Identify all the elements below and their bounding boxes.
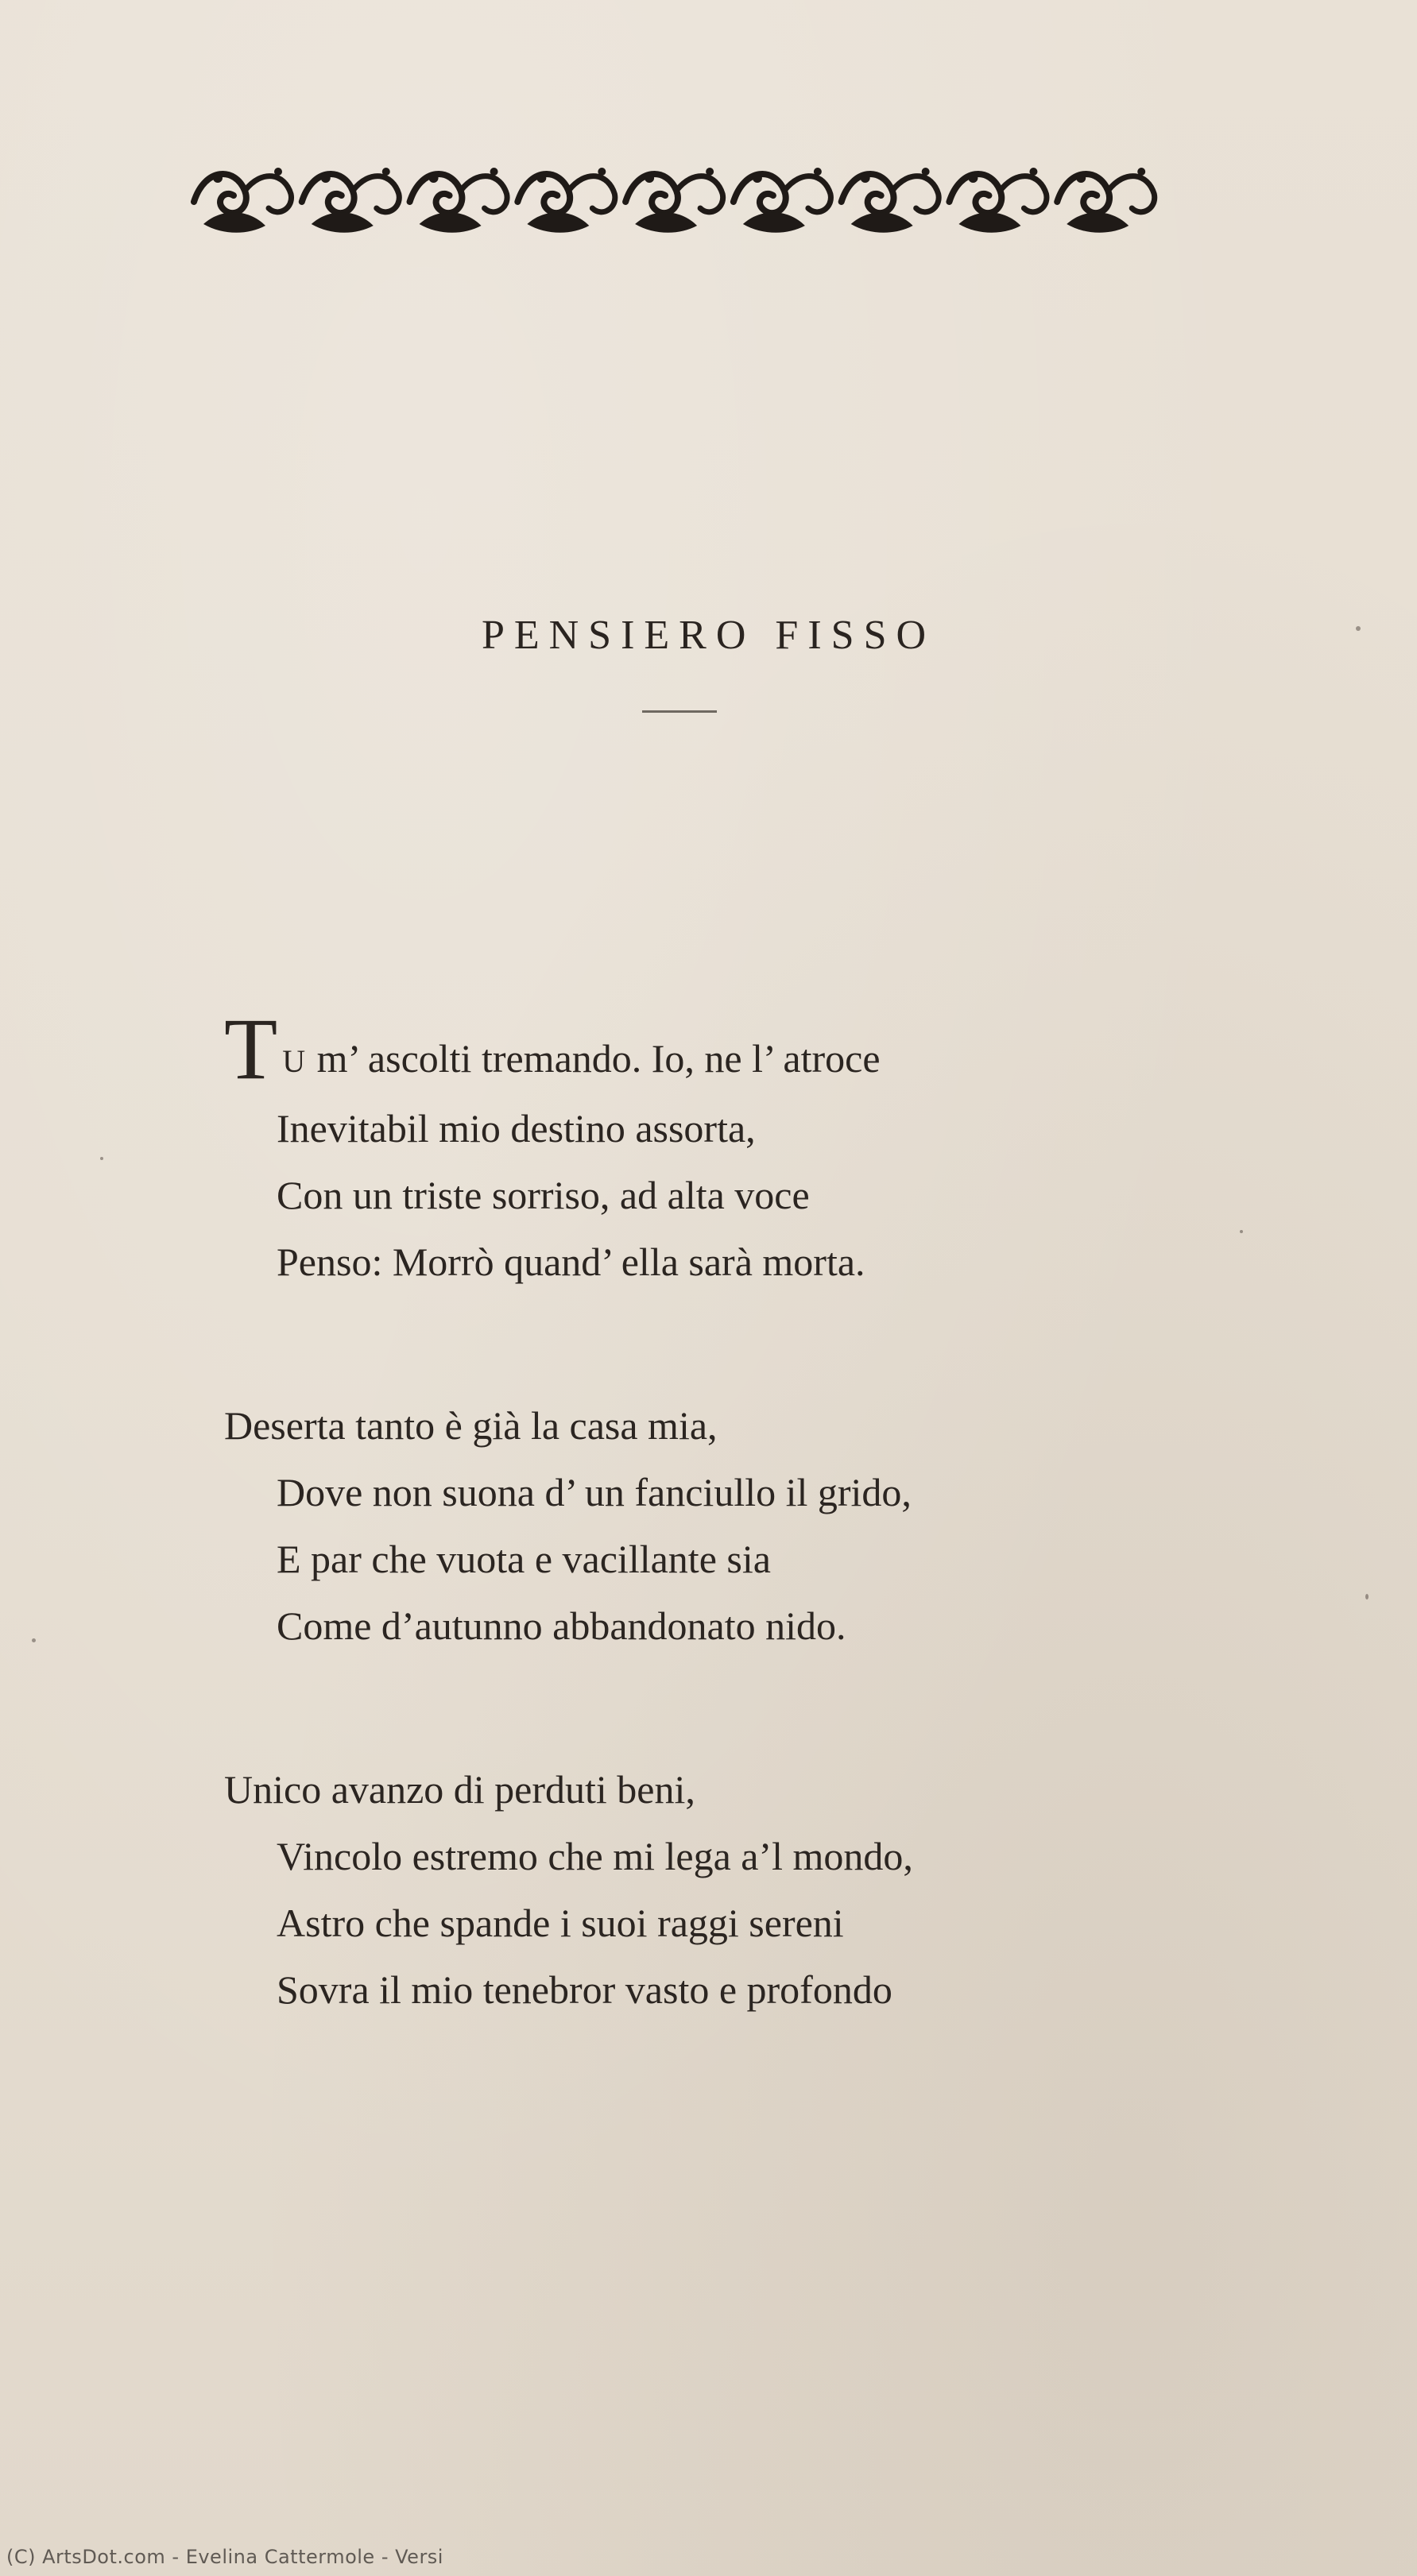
ornament-unit: [302, 168, 400, 233]
dropcap-letter: T: [224, 1000, 278, 1097]
ornament-unit: [949, 168, 1047, 233]
poem-line: Deserta tanto è già la casa mia,: [224, 1403, 718, 1448]
poem-line: Come d’autunno abbandonato nido.: [277, 1603, 846, 1648]
ornament-unit: [1057, 168, 1155, 233]
stanza-3: [224, 1756, 1257, 2023]
poem-line: Inevitabil mio destino assorta,: [277, 1106, 756, 1151]
ornament-unit: [625, 168, 723, 233]
copyright-credit: (C) ArtsDot.com - Evelina Cattermole - Versi: [6, 2546, 443, 2568]
paper-speck: [32, 1638, 36, 1642]
poem-line: Sovra il mio tenebror vasto e profondo: [277, 1967, 892, 2012]
ornament-unit: [842, 168, 939, 233]
poem-line: E par che vuota e vacillante sia: [277, 1537, 771, 1581]
ornament-unit: [194, 168, 292, 233]
ornament-unit: [734, 168, 831, 233]
poem-line: Dove non suona d’ un fanciullo il grido,: [277, 1470, 912, 1514]
poem-body: [224, 1000, 1257, 2120]
poem-line: Unico avanzo di perduti beni,: [224, 1767, 695, 1812]
title-divider: [642, 710, 717, 713]
poem-line-text: m’ ascolti tremando. Io, ne l’ atroce: [307, 1036, 881, 1081]
ornament-unit: [410, 168, 508, 233]
ornament-unit: [517, 168, 615, 233]
smallcap-letter: U: [282, 1043, 308, 1079]
poem-line: [224, 1000, 1257, 1097]
stanza-2: [224, 1392, 1257, 1659]
poem-line: Penso: Morrò quand’ ella sarà morta.: [277, 1240, 865, 1284]
paper-speck: [1356, 626, 1361, 631]
poem-title: PENSIERO FISSO: [481, 613, 936, 658]
poem-line: Con un triste sorriso, ad alta voce: [277, 1173, 810, 1217]
paper-speck: [100, 1157, 103, 1160]
poem-line: Vincolo estremo che mi lega a’l mondo,: [277, 1834, 913, 1878]
poem-line: Astro che spande i suoi raggi sereni: [277, 1901, 844, 1945]
stanza-1: [224, 1000, 1257, 1295]
floral-scroll-border-icon: [189, 153, 1160, 240]
paper-speck: [1365, 1594, 1369, 1599]
paper-speck: [1240, 1230, 1243, 1233]
